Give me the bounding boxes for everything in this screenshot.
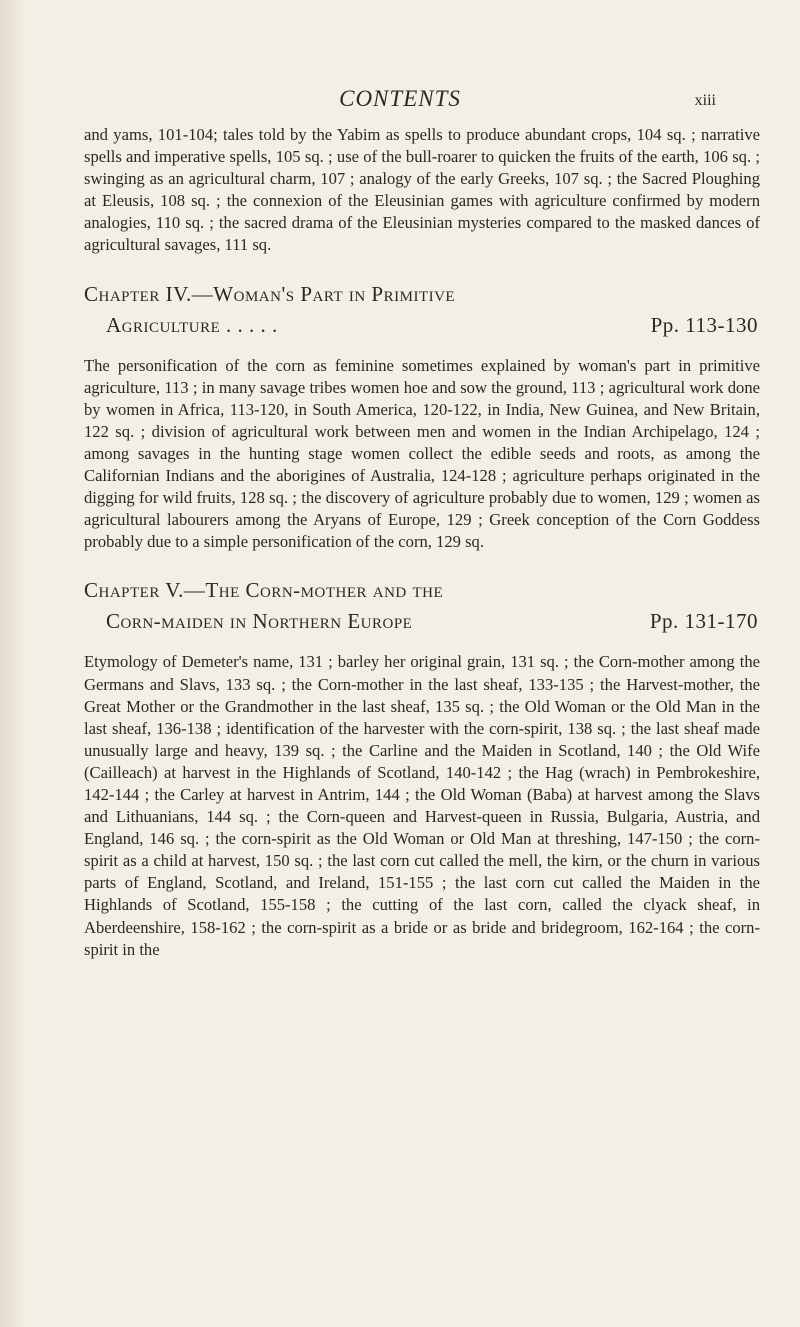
chapter-v-heading-line1: Chapter V.—The Corn-mother and the [84, 578, 444, 603]
chapter-v-pages: Pp. 131-170 [649, 609, 758, 634]
chapter-v [84, 575, 760, 960]
chapter-iv-pages: Pp. 113-130 [650, 312, 758, 337]
chapter-v-summary: Etymology of Demeter's name, 131 ; barley her original grain, 131 sq. ; the Corn-mother among the Germans and Slavs, 133 sq. ; the Corn-mother in the last sheaf, 133-135 ; the Harvest-mother, the Great Mother or the Grandmother in the last sheaf, 135 sq. ; the Old Woman or the Old Man in the last sheaf, 136-138 ; identification of the harvester with the corn-spirit, 138 sq. ; the last sheaf made unusually large and heavy, 139 sq. ; the Carline and the Maiden in Scotland, 140 ; the Old Wife (Cailleach) at harvest in the Highlands of Scotland, 140-142 ; the Hag (wrach) in Pembrokeshire, 142-144 ; the Carley at harvest in Antrim, 144 ; the Old Woman (Baba) at harvest among the Slavs and Lithuanians, 144 sq. ; the Corn-queen and Harvest-queen in Russia, Bulgaria, Austria, and England, 146 sq. ; the corn-spirit as the Old Woman or Old Man at threshing, 147-150 ; the corn-spirit as a child at harvest, 150 sq. ; the last corn cut called the mell, the kirn, or the churn in various parts of England, Scotland, and Ireland, 151-155 ; the last corn cut called the Maiden in the Highlands of Scotland, 155-158 ; the cutting of the last corn, called the clyack sheaf, in Aberdeenshire, 158-162 ; the corn-spirit as a bride or as bride and bridegroom, 162-164 ; the corn-spirit in the [84, 652, 760, 959]
chapter-iv [84, 279, 760, 554]
chapter-iv-summary: The personification of the corn as feminine sometimes explained by woman's part in primitive agriculture, 113 ; in many savage tribes women hoe and sow the ground, 113 ; agricultural work done by women in Africa, 113-120, in South America, 120-122, in India, New Guinea, and New Britain, 122 sq. ; division of agricultural work between men and women in the Indian Archipelago, 124 ; among savages in the hunting stage women collect the edible seeds and roots, as among the Californian Indians and the aborigines of Australia, 124-128 ; agriculture perhaps originated in the digging for wild fruits, 128 sq. ; the discovery of agriculture probably due to women, 129 ; women as agricultural labourers among the Aryans of Europe, 129 ; Greek conception of the Corn Goddess probably due to a simple personification of the corn, 129 sq. [84, 355, 760, 552]
page-header [0, 86, 800, 112]
chapter-iv-heading-line2: Agriculture . . . . . [106, 312, 278, 337]
chapter-v-heading-line2: Corn-maiden in Northern Europe [106, 609, 413, 634]
page-number: xiii [694, 92, 716, 109]
running-title: CONTENTS [339, 86, 461, 111]
chapter-iv-heading-line1: Chapter IV.—Woman's Part in Primitive [84, 281, 456, 306]
chapter-iv-heading [84, 279, 760, 341]
chapter-v-heading [84, 575, 760, 637]
page-edge-shadow [0, 0, 26, 1327]
contents-body [84, 124, 760, 961]
intro-paragraph: and yams, 101-104; tales told by the Yabim as spells to produce abundant crops, 104 sq. ; narrative spells and imperative spells, 105 sq. ; use of the bull-roarer to quicken the fruits of the earth, 106 sq. ; swinging as an agricultural charm, 107 ; analogy of the early Greeks, 107 sq. ; the Sacred Ploughing at Eleusis, 108 sq. ; the connexion of the Eleusinian games with agriculture confirmed by modern analogies, 110 sq. ; the sacred drama of the Eleusinian mysteries compared to the masked dances of agricultural savages, 111 sq. [84, 125, 760, 255]
